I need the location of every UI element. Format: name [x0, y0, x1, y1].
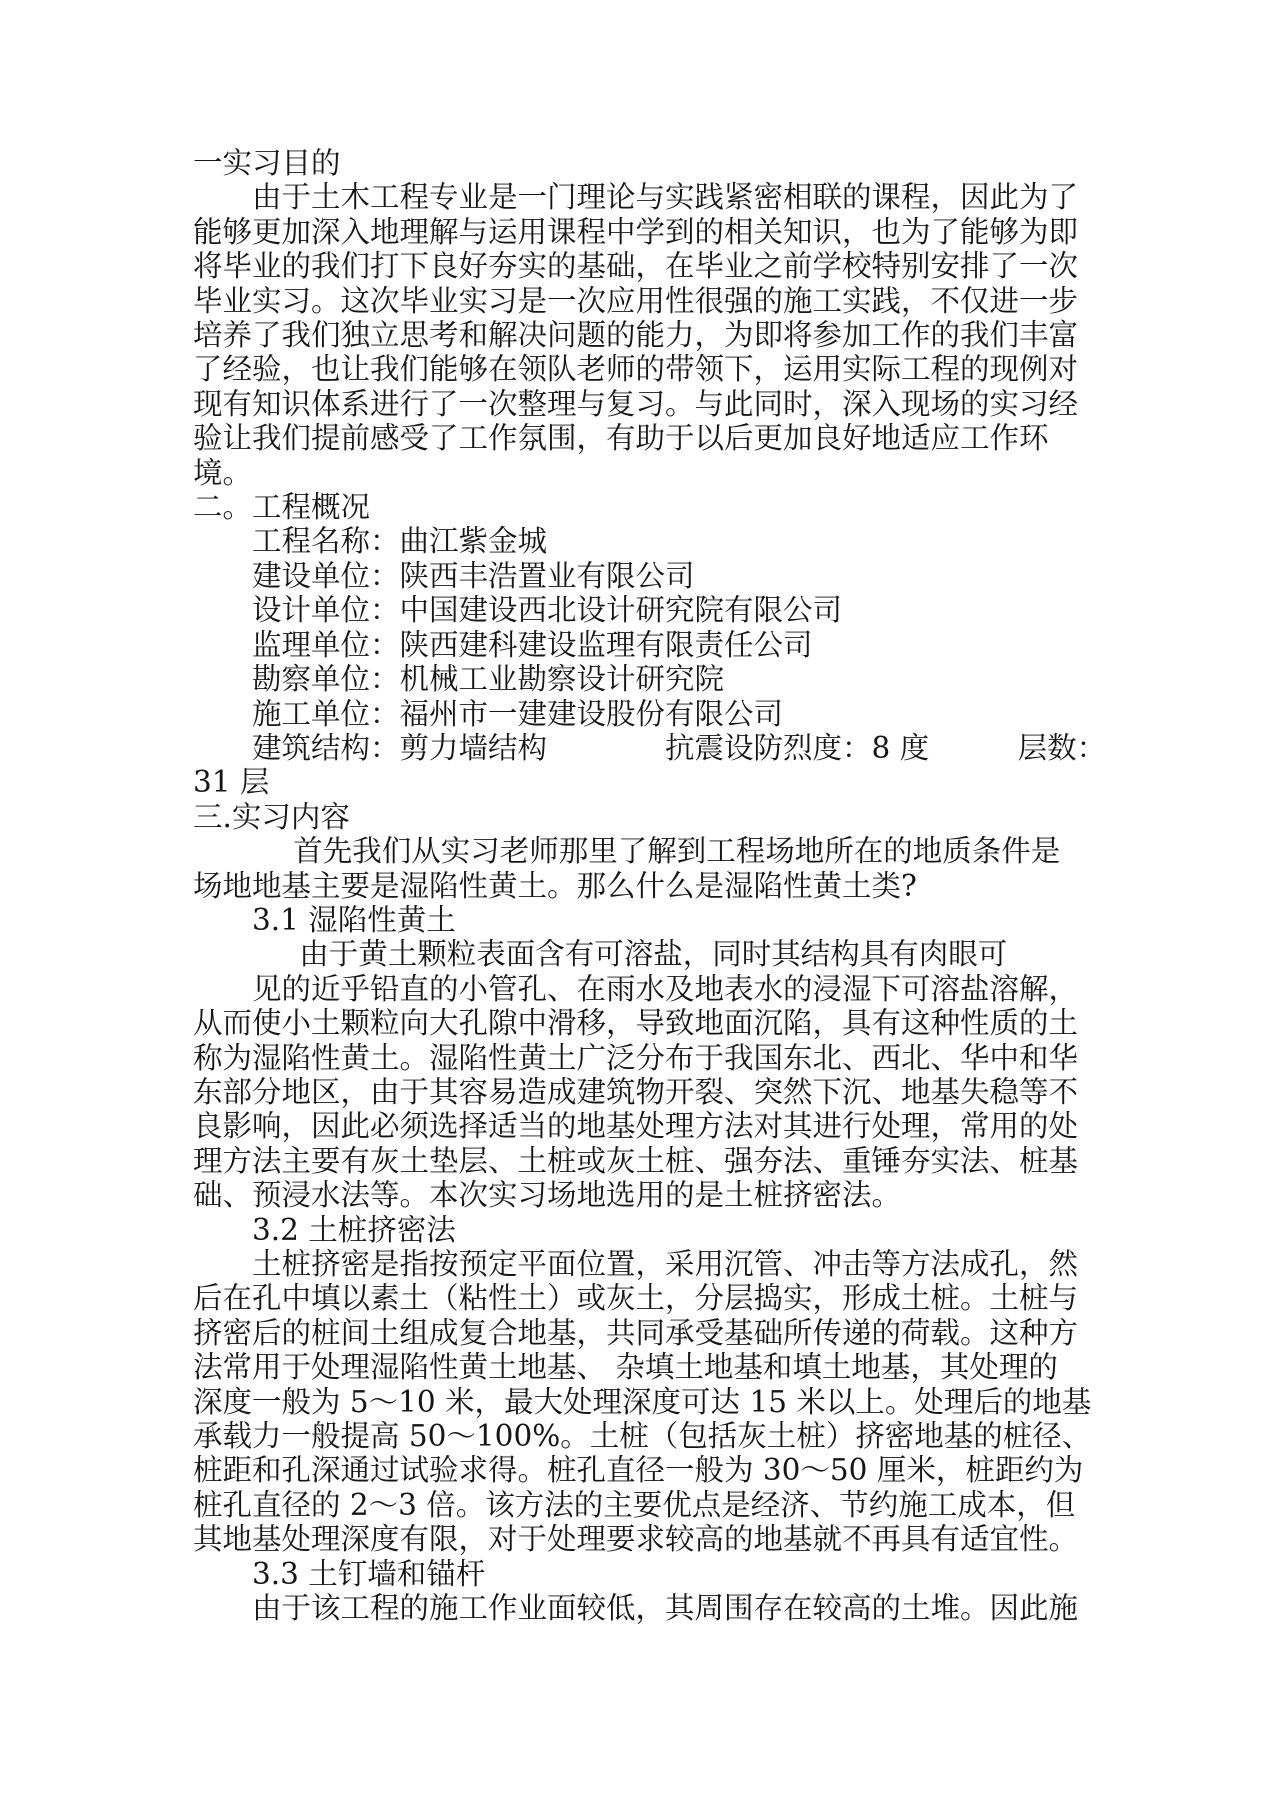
document-line: 由于该工程的施工作业面较低，其周围存在较高的土堆。因此施 [252, 1591, 1079, 1626]
document-line: 工程名称：曲江紫金城 [252, 524, 548, 559]
document-line: 境。 [193, 455, 253, 490]
document-line: 毕业实习。这次毕业实习是一次应用性很强的施工实践，不仅进一步 [193, 283, 1079, 318]
document-line: 一实习目的 [193, 146, 341, 180]
document-line: 建筑结构：剪力墙结构 抗震设防烈度：8 度 层数： [252, 730, 1107, 765]
document-line: 验让我们提前感受了工作氛围，有助于以后更加良好地适应工作环 [193, 421, 1049, 456]
document-line: 31 层 [193, 765, 270, 800]
document-line: 后在孔中填以素土（粘性土）或灰土，分层捣实，形成土桩。土桩与 [193, 1281, 1079, 1316]
document-line: 见的近乎铅直的小管孔、在雨水及地表水的浸湿下可溶盐溶解， [252, 971, 1079, 1006]
document-line: 三.实习内容 [193, 799, 350, 834]
document-line: 勘察单位：机械工业勘察设计研究院 [252, 662, 725, 697]
document-line: 深度一般为 5～10 米，最大处理深度可达 15 米以上。处理后的地基 [193, 1384, 1092, 1419]
document-line: 首先我们从实习老师那里了解到工程场地所在的地质条件是 [293, 834, 1061, 869]
document-line: 土桩挤密是指按预定平面位置，采用沉管、冲击等方法成孔，然 [252, 1247, 1079, 1281]
document-line: 3.2 土桩挤密法 [252, 1212, 456, 1247]
document-line: 良影响，因此必须选择适当的地基处理方法对其进行处理，常用的处 [193, 1109, 1079, 1144]
document-line: 监理单位：陕西建科建设监理有限责任公司 [252, 627, 813, 662]
document-line: 将毕业的我们打下良好夯实的基础，在毕业之前学校特别安排了一次 [193, 249, 1079, 284]
document-line: 3.1 湿陷性黄土 [252, 902, 456, 937]
document-line: 称为湿陷性黄土。湿陷性黄土广泛分布于我国东北、西北、华中和华 [193, 1040, 1079, 1075]
document-line: 建设单位：陕西丰浩置业有限公司 [252, 558, 695, 593]
document-line: 了经验，也让我们能够在领队老师的带领下，运用实际工程的现例对 [193, 352, 1079, 387]
document-line: 3.3 土钉墙和锚杆 [252, 1556, 486, 1591]
document-line: 桩孔直径的 2～3 倍。该方法的主要优点是经济、节约施工成本，但 [193, 1487, 1076, 1522]
document-line: 础、预浸水法等。本次实习场地选用的是土桩挤密法。 [193, 1178, 902, 1213]
document-line: 现有知识体系进行了一次整理与复习。与此同时，深入现场的实习经 [193, 386, 1079, 421]
document-line: 场地地基主要是湿陷性黄土。那么什么是湿陷性黄土类? [193, 868, 917, 903]
document-line: 法常用于处理湿陷性黄土地基、 杂填土地基和填土地基，其处理的 [193, 1350, 1058, 1385]
document-line: 设计单位：中国建设西北设计研究院有限公司 [252, 593, 843, 628]
document-line: 从而使小土颗粒向大孔隙中滑移，导致地面沉陷，具有这种性质的土 [193, 1006, 1079, 1041]
document-text-block [193, 146, 1133, 1625]
document-line: 理方法主要有灰土垫层、土桩或灰土桩、强夯法、重锤夯实法、桩基 [193, 1143, 1079, 1178]
document-line: 其地基处理深度有限，对于处理要求较高的地基就不再具有适宜性。 [193, 1522, 1079, 1557]
document-line: 由于土木工程专业是一门理论与实践紧密相联的课程，因此为了 [252, 180, 1079, 215]
document-line: 东部分地区，由于其容易造成建筑物开裂、突然下沉、地基失稳等不 [193, 1074, 1079, 1109]
document-line: 由于黄土颗粒表面含有可溶盐，同时其结构具有肉眼可 [299, 937, 1008, 972]
document-line: 桩距和孔深通过试验求得。桩孔直径一般为 30～50 厘米，桩距约为 [193, 1453, 1084, 1488]
document-line: 二。工程概况 [193, 490, 371, 525]
document-line: 挤密后的桩间土组成复合地基，共同承受基础所传递的荷载。这种方 [193, 1315, 1079, 1350]
document-line: 培养了我们独立思考和解决问题的能力，为即将参加工作的我们丰富 [193, 318, 1079, 353]
document-line: 承载力一般提高 50～100%。土桩（包括灰土桩）挤密地基的桩径、 [193, 1419, 1092, 1454]
document-line: 能够更加深入地理解与运用课程中学到的相关知识，也为了能够为即 [193, 214, 1079, 249]
document-line: 施工单位：福州市一建建设股份有限公司 [252, 696, 784, 731]
